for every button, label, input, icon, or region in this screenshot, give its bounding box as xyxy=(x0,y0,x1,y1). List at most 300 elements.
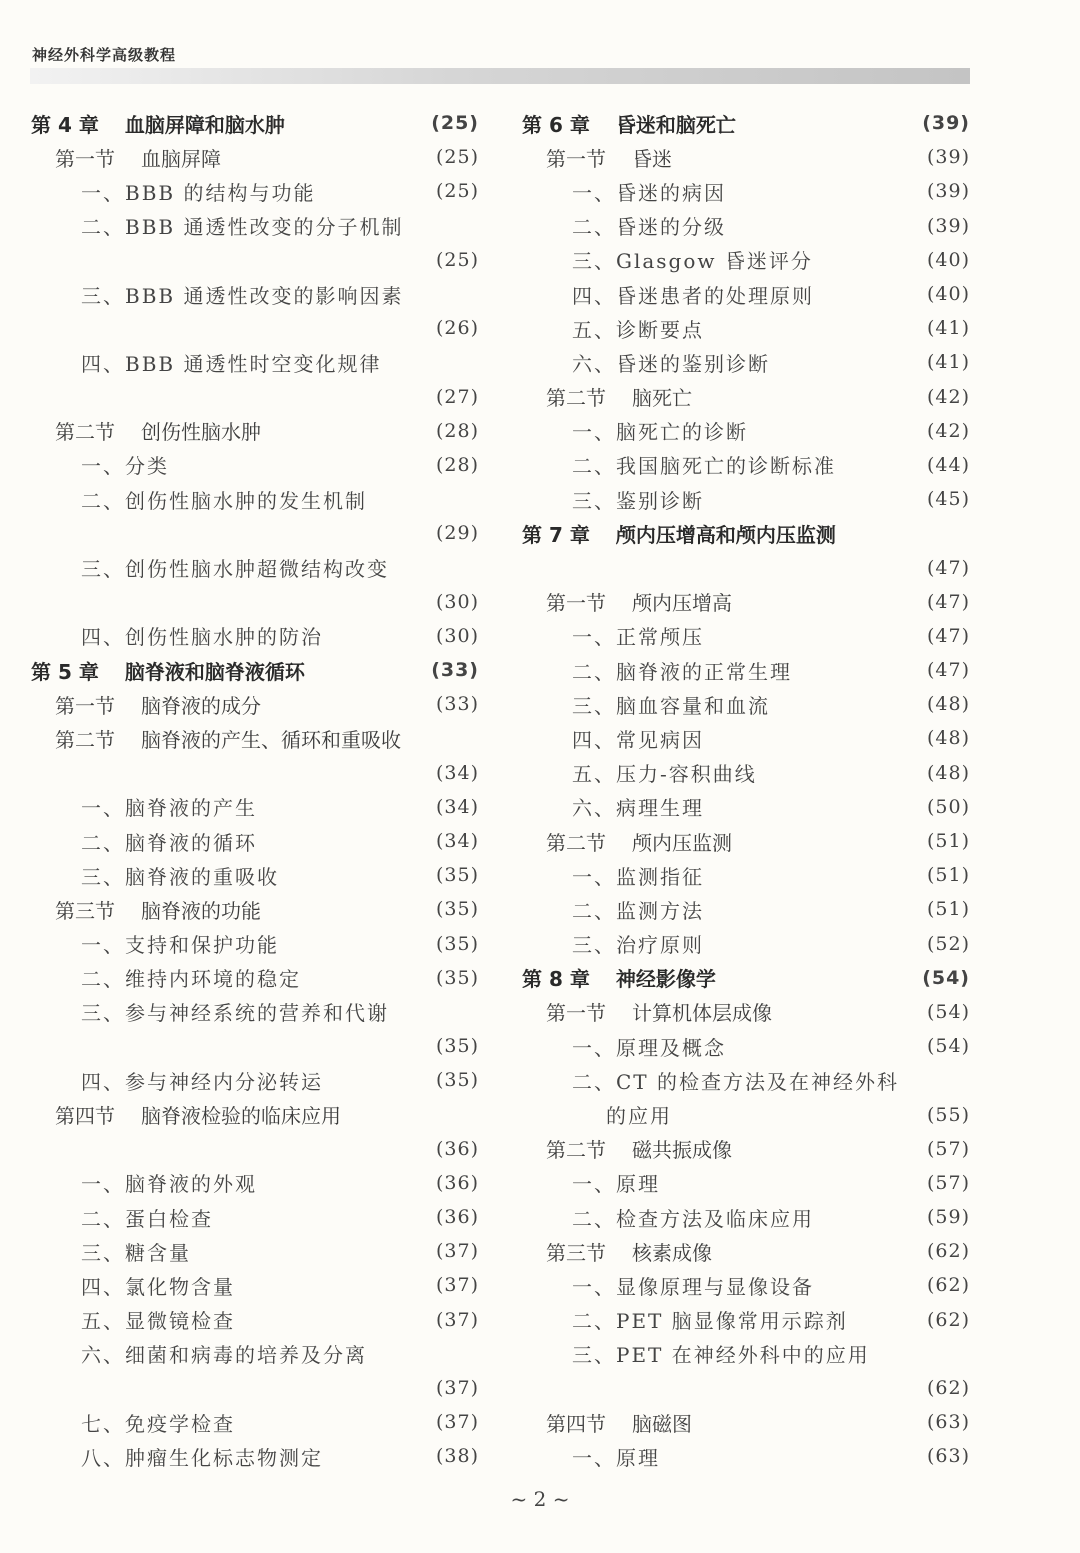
toc-right-column xyxy=(522,106,970,1474)
section-number: 第四节 xyxy=(55,1104,115,1129)
entry-title: 一、原理 xyxy=(572,1445,660,1470)
toc-cont-entry xyxy=(31,311,479,345)
toc-item-entry xyxy=(31,1303,479,1337)
toc-item-entry xyxy=(31,448,479,482)
toc-item-entry xyxy=(522,858,970,892)
page-ref: (30) xyxy=(435,590,479,613)
dot-leader xyxy=(143,1378,419,1398)
dot-leader xyxy=(293,113,419,133)
toc-item-entry xyxy=(31,1268,479,1302)
toc-item-entry xyxy=(31,961,479,995)
entry-title: 计算机体层成像 xyxy=(632,1001,772,1026)
toc-item-entry xyxy=(522,1303,970,1337)
dot-leader xyxy=(740,1139,910,1159)
toc-item-entry xyxy=(522,927,970,961)
page-ref: (28) xyxy=(435,419,479,442)
page-ref: (40) xyxy=(926,248,970,271)
entry-title: 四、昏迷患者的处理原则 xyxy=(572,283,814,308)
entry-title: 二、监测方法 xyxy=(572,898,704,923)
entry-title: 二、PET 脑显像常用示踪剂 xyxy=(572,1309,848,1334)
page-ref: (34) xyxy=(435,830,479,853)
toc-item-entry xyxy=(31,790,479,824)
page-ref: (47) xyxy=(926,659,970,682)
toc-item-entry xyxy=(31,1166,479,1200)
toc-item-entry xyxy=(522,619,970,653)
toc-section-entry xyxy=(31,687,479,721)
toc-item-entry xyxy=(522,243,970,277)
page-ref: (57) xyxy=(926,1137,970,1160)
toc-section-entry xyxy=(522,995,970,1029)
page-ref: (63) xyxy=(926,1445,970,1468)
toc-item-entry xyxy=(522,448,970,482)
entry-title: 三、脑脊液的重吸收 xyxy=(81,864,279,889)
entry-title: 神经影像学 xyxy=(615,967,716,992)
page-ref: (48) xyxy=(926,693,970,716)
chapter-number: 第 6 章 xyxy=(522,112,590,137)
toc-cont-entry xyxy=(31,1029,479,1063)
dot-leader xyxy=(287,934,419,954)
entry-title: 八、肿瘤生化标志物测定 xyxy=(81,1445,323,1470)
toc-item-entry xyxy=(522,756,970,790)
entry-title: 颅内压监测 xyxy=(632,830,732,855)
page-ref: (25) xyxy=(431,112,479,135)
entry-title: 二、BBB 通透性改变的分子机制 xyxy=(81,215,404,240)
dot-leader xyxy=(712,899,910,919)
entry-title: 四、创伤性脑水肿的防治 xyxy=(81,625,323,650)
entry-title: 二、蛋白检查 xyxy=(81,1206,213,1231)
section-number: 第三节 xyxy=(55,898,115,923)
toc-cont-entry xyxy=(31,243,479,277)
page-ref: (25) xyxy=(435,180,479,203)
entry-title: 六、昏迷的鉴别诊断 xyxy=(572,351,770,376)
page-ref: (47) xyxy=(926,624,970,647)
dot-leader xyxy=(756,421,910,441)
page-ref: (39) xyxy=(926,180,970,203)
toc-cont-entry xyxy=(522,550,970,584)
toc-item-entry xyxy=(31,277,479,311)
entry-title: 一、脑脊液的外观 xyxy=(81,1172,257,1197)
entry-title: 脑磁图 xyxy=(632,1411,692,1436)
toc-section-entry xyxy=(31,414,479,448)
entry-title: 脑脊液的成分 xyxy=(141,693,261,718)
entry-title: 血脑屏障 xyxy=(141,146,221,171)
toc-section-entry xyxy=(522,1234,970,1268)
dot-leader xyxy=(800,660,910,680)
dot-leader xyxy=(712,489,910,509)
entry-title: 血脑屏障和脑水肿 xyxy=(124,112,285,137)
page-ref: (41) xyxy=(926,351,970,374)
dot-leader xyxy=(331,1446,419,1466)
section-number: 第四节 xyxy=(546,1411,606,1436)
entry-title: 脑脊液的功能 xyxy=(141,898,261,923)
toc-item-entry xyxy=(522,482,970,516)
toc-item-entry xyxy=(31,858,479,892)
entry-title: 四、参与神经内分泌转运 xyxy=(81,1069,323,1094)
toc-section-entry xyxy=(31,1097,479,1131)
header-rule xyxy=(30,68,970,84)
toc-item-entry xyxy=(522,1337,970,1371)
dot-leader xyxy=(243,1310,419,1330)
page-ref: (35) xyxy=(435,932,479,955)
dot-leader xyxy=(143,1139,419,1159)
page-ref: (59) xyxy=(926,1206,970,1229)
page-ref: (51) xyxy=(926,864,970,887)
dot-leader xyxy=(221,1207,419,1227)
dot-leader xyxy=(287,865,419,885)
dot-leader xyxy=(668,1446,910,1466)
page-ref: (62) xyxy=(926,1274,970,1297)
entry-title: 一、脑脊液的产生 xyxy=(81,796,257,821)
entry-title: 六、病理生理 xyxy=(572,796,704,821)
dot-leader xyxy=(780,1002,910,1022)
dot-leader xyxy=(720,1241,910,1261)
page-ref: (30) xyxy=(435,624,479,647)
entry-title: 核素成像 xyxy=(632,1240,712,1265)
toc-section-entry xyxy=(522,585,970,619)
entry-title: 脑脊液和脑脊液循环 xyxy=(124,659,305,684)
entry-title: 二、我国脑死亡的诊断标准 xyxy=(572,454,836,479)
entry-title: 六、细菌和病毒的培养及分离 xyxy=(81,1343,367,1368)
page-ref: (25) xyxy=(435,248,479,271)
page-ref: (54) xyxy=(926,1000,970,1023)
toc-section-entry xyxy=(522,1132,970,1166)
page-ref: (45) xyxy=(926,488,970,511)
dot-leader xyxy=(712,626,910,646)
toc-chapter-entry xyxy=(31,653,479,687)
toc-item-entry xyxy=(522,687,970,721)
toc-section-entry xyxy=(31,721,479,755)
entry-title: 一、原理 xyxy=(572,1172,660,1197)
dot-leader xyxy=(269,899,419,919)
entry-title: 三、BBB 通透性改变的影响因素 xyxy=(81,283,404,308)
entry-title: 二、维持内环境的稳定 xyxy=(81,967,301,992)
dot-leader xyxy=(199,1241,419,1261)
entry-title: 脑脊液检验的临床应用 xyxy=(141,1104,341,1129)
entry-title: 五、诊断要点 xyxy=(572,317,704,342)
page-ref: (29) xyxy=(435,522,479,545)
dot-leader xyxy=(712,797,910,817)
page-ref: (54) xyxy=(922,966,970,989)
dot-leader xyxy=(734,181,910,201)
dot-leader xyxy=(331,1070,419,1090)
toc-item-entry xyxy=(31,824,479,858)
page-ref: (39) xyxy=(926,146,970,169)
page-ref: (50) xyxy=(926,795,970,818)
toc-section-entry xyxy=(522,380,970,414)
chapter-number: 第 4 章 xyxy=(31,112,99,137)
toc-item-entry xyxy=(522,1268,970,1302)
entry-title: 一、昏迷的病因 xyxy=(572,180,726,205)
section-number: 第二节 xyxy=(55,727,115,752)
page-ref: (35) xyxy=(435,864,479,887)
page-ref: (37) xyxy=(435,1377,479,1400)
section-number: 第二节 xyxy=(546,386,606,411)
entry-title: 二、创伤性脑水肿的发生机制 xyxy=(81,488,367,513)
dot-leader xyxy=(229,147,419,167)
page-ref: (37) xyxy=(435,1308,479,1331)
dot-leader xyxy=(856,1310,910,1330)
dot-leader xyxy=(680,147,910,167)
toc-item-entry xyxy=(522,414,970,448)
toc-item-entry xyxy=(522,345,970,379)
page-ref: (25) xyxy=(435,146,479,169)
toc-chapter-entry xyxy=(522,106,970,140)
dot-leader xyxy=(269,421,419,441)
toc-item-entry xyxy=(31,1063,479,1097)
entry-title: 三、鉴别诊断 xyxy=(572,488,704,513)
toc-item-entry xyxy=(31,345,479,379)
entry-title: 七、免疫学检查 xyxy=(81,1411,235,1436)
page-ref: (44) xyxy=(926,453,970,476)
dot-leader xyxy=(778,694,910,714)
dot-leader xyxy=(269,694,419,714)
dot-leader xyxy=(331,626,419,646)
page-ref: (27) xyxy=(435,385,479,408)
toc-section-entry xyxy=(31,140,479,174)
toc-cont-entry xyxy=(31,1371,479,1405)
dot-leader xyxy=(844,455,910,475)
entry-title: 一、BBB 的结构与功能 xyxy=(81,180,316,205)
section-number: 第一节 xyxy=(546,146,606,171)
dot-leader xyxy=(143,1036,419,1056)
entry-title: 三、糖含量 xyxy=(81,1240,191,1265)
running-header: 神经外科学高级教程 xyxy=(32,46,177,64)
entry-title: 三、参与神经系统的营养和代谢 xyxy=(81,1001,389,1026)
dot-leader xyxy=(309,968,419,988)
toc-section-entry xyxy=(31,892,479,926)
section-number: 第一节 xyxy=(55,693,115,718)
dot-leader xyxy=(634,558,910,578)
chapter-number: 第 7 章 xyxy=(522,522,590,547)
dot-leader xyxy=(712,318,910,338)
page-ref: (35) xyxy=(435,966,479,989)
dot-leader xyxy=(265,1173,419,1193)
entry-title: 颅内压增高和颅内压监测 xyxy=(615,522,836,547)
page-ref: (48) xyxy=(926,761,970,784)
page-ref: (55) xyxy=(926,1103,970,1126)
page-ref: (37) xyxy=(435,1274,479,1297)
toc-item-entry xyxy=(522,790,970,824)
page-ref: (36) xyxy=(435,1137,479,1160)
dot-leader xyxy=(734,1036,910,1056)
toc-cont-entry xyxy=(31,516,479,550)
toc-item-entry xyxy=(522,653,970,687)
dot-leader xyxy=(712,934,910,954)
dot-leader xyxy=(143,387,419,407)
toc-item-entry xyxy=(522,277,970,311)
dot-leader xyxy=(668,1173,910,1193)
dot-leader xyxy=(143,318,419,338)
page-ref: (40) xyxy=(926,283,970,306)
entry-title: 四、常见病因 xyxy=(572,727,704,752)
entry-title: 四、BBB 通透性时空变化规律 xyxy=(81,351,382,376)
toc-cont-entry xyxy=(31,756,479,790)
entry-title: 昏迷 xyxy=(632,146,672,171)
entry-title: 一、分类 xyxy=(81,454,169,479)
chapter-number: 第 5 章 xyxy=(31,659,99,684)
page-ref: (39) xyxy=(922,112,970,135)
page-ref: (63) xyxy=(926,1411,970,1434)
entry-title: 四、氯化物含量 xyxy=(81,1274,235,1299)
page-ref: (36) xyxy=(435,1206,479,1229)
toc-item-entry xyxy=(522,1166,970,1200)
page-ref: (51) xyxy=(926,830,970,853)
toc-chapter-entry xyxy=(522,516,970,550)
page-ref: (54) xyxy=(926,1035,970,1058)
page-ref: (47) xyxy=(926,556,970,579)
section-number: 第一节 xyxy=(55,146,115,171)
dot-leader xyxy=(712,865,910,885)
entry-title: 二、CT 的检查方法及在神经外科 xyxy=(572,1069,899,1094)
toc-item-entry xyxy=(31,1337,479,1371)
dot-leader xyxy=(712,728,910,748)
toc-cont-entry xyxy=(31,1132,479,1166)
toc-item-entry xyxy=(522,721,970,755)
page-ref: (33) xyxy=(431,659,479,682)
dot-leader xyxy=(143,523,419,543)
dot-leader xyxy=(740,592,910,612)
dot-leader xyxy=(700,387,910,407)
toc-cont-entry xyxy=(31,380,479,414)
toc-section-entry xyxy=(522,1405,970,1439)
entry-title: 一、脑死亡的诊断 xyxy=(572,420,748,445)
page-ref: (42) xyxy=(926,419,970,442)
entry-title: 一、正常颅压 xyxy=(572,625,704,650)
page-ref: (28) xyxy=(435,453,479,476)
section-number: 第二节 xyxy=(546,1138,606,1163)
entry-title: 二、脑脊液的正常生理 xyxy=(572,659,792,684)
dot-leader xyxy=(680,1105,910,1125)
page-ref: (62) xyxy=(926,1308,970,1331)
toc-item-entry xyxy=(522,174,970,208)
entry-title: 的应用 xyxy=(606,1104,672,1129)
entry-title: 磁共振成像 xyxy=(632,1138,732,1163)
dot-leader xyxy=(143,250,419,270)
page-ref: (33) xyxy=(435,693,479,716)
toc-item-entry xyxy=(522,311,970,345)
toc-section-entry xyxy=(522,140,970,174)
page-ref: (42) xyxy=(926,385,970,408)
entry-title: 二、昏迷的分级 xyxy=(572,215,726,240)
dot-leader xyxy=(821,250,910,270)
toc-item-entry xyxy=(522,209,970,243)
chapter-number: 第 8 章 xyxy=(522,967,590,992)
entry-title: 三、Glasgow 昏迷评分 xyxy=(572,249,813,274)
dot-leader xyxy=(177,455,419,475)
toc-item-entry xyxy=(31,995,479,1029)
entry-title: 脑脊液的产生、循环和重吸收 xyxy=(141,727,401,752)
entry-title: 昏迷和脑死亡 xyxy=(615,112,736,137)
page-ref: (34) xyxy=(435,795,479,818)
dot-leader xyxy=(778,352,910,372)
dot-leader xyxy=(243,1275,419,1295)
page-ref: (62) xyxy=(926,1377,970,1400)
entry-title: 一、原理及概念 xyxy=(572,1035,726,1060)
toc-item-entry xyxy=(31,1405,479,1439)
section-number: 第三节 xyxy=(546,1240,606,1265)
entry-title: 五、压力-容积曲线 xyxy=(572,762,757,787)
entry-title: 三、创伤性脑水肿超微结构改变 xyxy=(81,557,389,582)
toc-item-entry xyxy=(522,892,970,926)
page-ref: (26) xyxy=(435,317,479,340)
entry-title: 颅内压增高 xyxy=(632,591,732,616)
dot-leader xyxy=(143,592,419,612)
page-ref: (48) xyxy=(926,727,970,750)
dot-leader xyxy=(143,763,419,783)
section-number: 第一节 xyxy=(546,591,606,616)
page-ref: (47) xyxy=(926,590,970,613)
dot-leader xyxy=(765,763,910,783)
entry-title: 三、治疗原则 xyxy=(572,933,704,958)
dot-leader xyxy=(734,216,910,236)
entry-title: 三、PET 在神经外科中的应用 xyxy=(572,1343,870,1368)
dot-leader xyxy=(265,797,419,817)
page-ref: (37) xyxy=(435,1240,479,1263)
page-ref: (35) xyxy=(435,1035,479,1058)
toc-item-entry xyxy=(522,1200,970,1234)
entry-title: 脑死亡 xyxy=(632,386,692,411)
page-ref: (34) xyxy=(435,761,479,784)
section-number: 第二节 xyxy=(55,420,115,445)
page-ref: (35) xyxy=(435,1069,479,1092)
toc-chapter-entry xyxy=(522,961,970,995)
toc-item-entry xyxy=(31,927,479,961)
entry-title: 五、显微镜检查 xyxy=(81,1309,235,1334)
toc-item-entry xyxy=(522,1439,970,1473)
toc-chapter-entry xyxy=(31,106,479,140)
entry-title: 二、检查方法及临床应用 xyxy=(572,1206,814,1231)
page-ref: (57) xyxy=(926,1171,970,1194)
dot-leader xyxy=(313,660,419,680)
toc-item-entry xyxy=(31,174,479,208)
toc-item-entry xyxy=(522,1029,970,1063)
toc-item-entry xyxy=(31,619,479,653)
page-ref: (52) xyxy=(926,932,970,955)
dot-leader xyxy=(265,831,419,851)
entry-title: 一、显像原理与显像设备 xyxy=(572,1274,814,1299)
toc-item-entry xyxy=(31,550,479,584)
page-ref: (39) xyxy=(926,214,970,237)
dot-leader xyxy=(822,284,910,304)
toc-item-entry xyxy=(522,1063,970,1097)
section-number: 第一节 xyxy=(546,1001,606,1026)
page-ref: (36) xyxy=(435,1171,479,1194)
dot-leader xyxy=(744,113,910,133)
dot-leader xyxy=(822,1275,910,1295)
page-ref: (62) xyxy=(926,1240,970,1263)
page-ref: (37) xyxy=(435,1411,479,1434)
page-ref: (35) xyxy=(435,898,479,921)
entry-title: 三、脑血容量和血流 xyxy=(572,693,770,718)
dot-leader xyxy=(740,831,910,851)
dot-leader xyxy=(724,968,910,988)
toc-cont-entry xyxy=(31,585,479,619)
toc-item-entry xyxy=(31,1234,479,1268)
dot-leader xyxy=(634,1378,910,1398)
toc-item-entry xyxy=(31,1439,479,1473)
toc-left-column xyxy=(31,106,479,1474)
toc-section-entry xyxy=(522,824,970,858)
entry-title: 一、支持和保护功能 xyxy=(81,933,279,958)
toc-item-entry xyxy=(31,209,479,243)
page-number: ~ 2 ~ xyxy=(510,1487,570,1511)
dot-leader xyxy=(700,1412,910,1432)
entry-title: 二、脑脊液的循环 xyxy=(81,830,257,855)
entry-title: 创伤性脑水肿 xyxy=(141,420,261,445)
page-ref: (41) xyxy=(926,317,970,340)
page-ref: (51) xyxy=(926,898,970,921)
toc-cont-entry xyxy=(522,1097,970,1131)
